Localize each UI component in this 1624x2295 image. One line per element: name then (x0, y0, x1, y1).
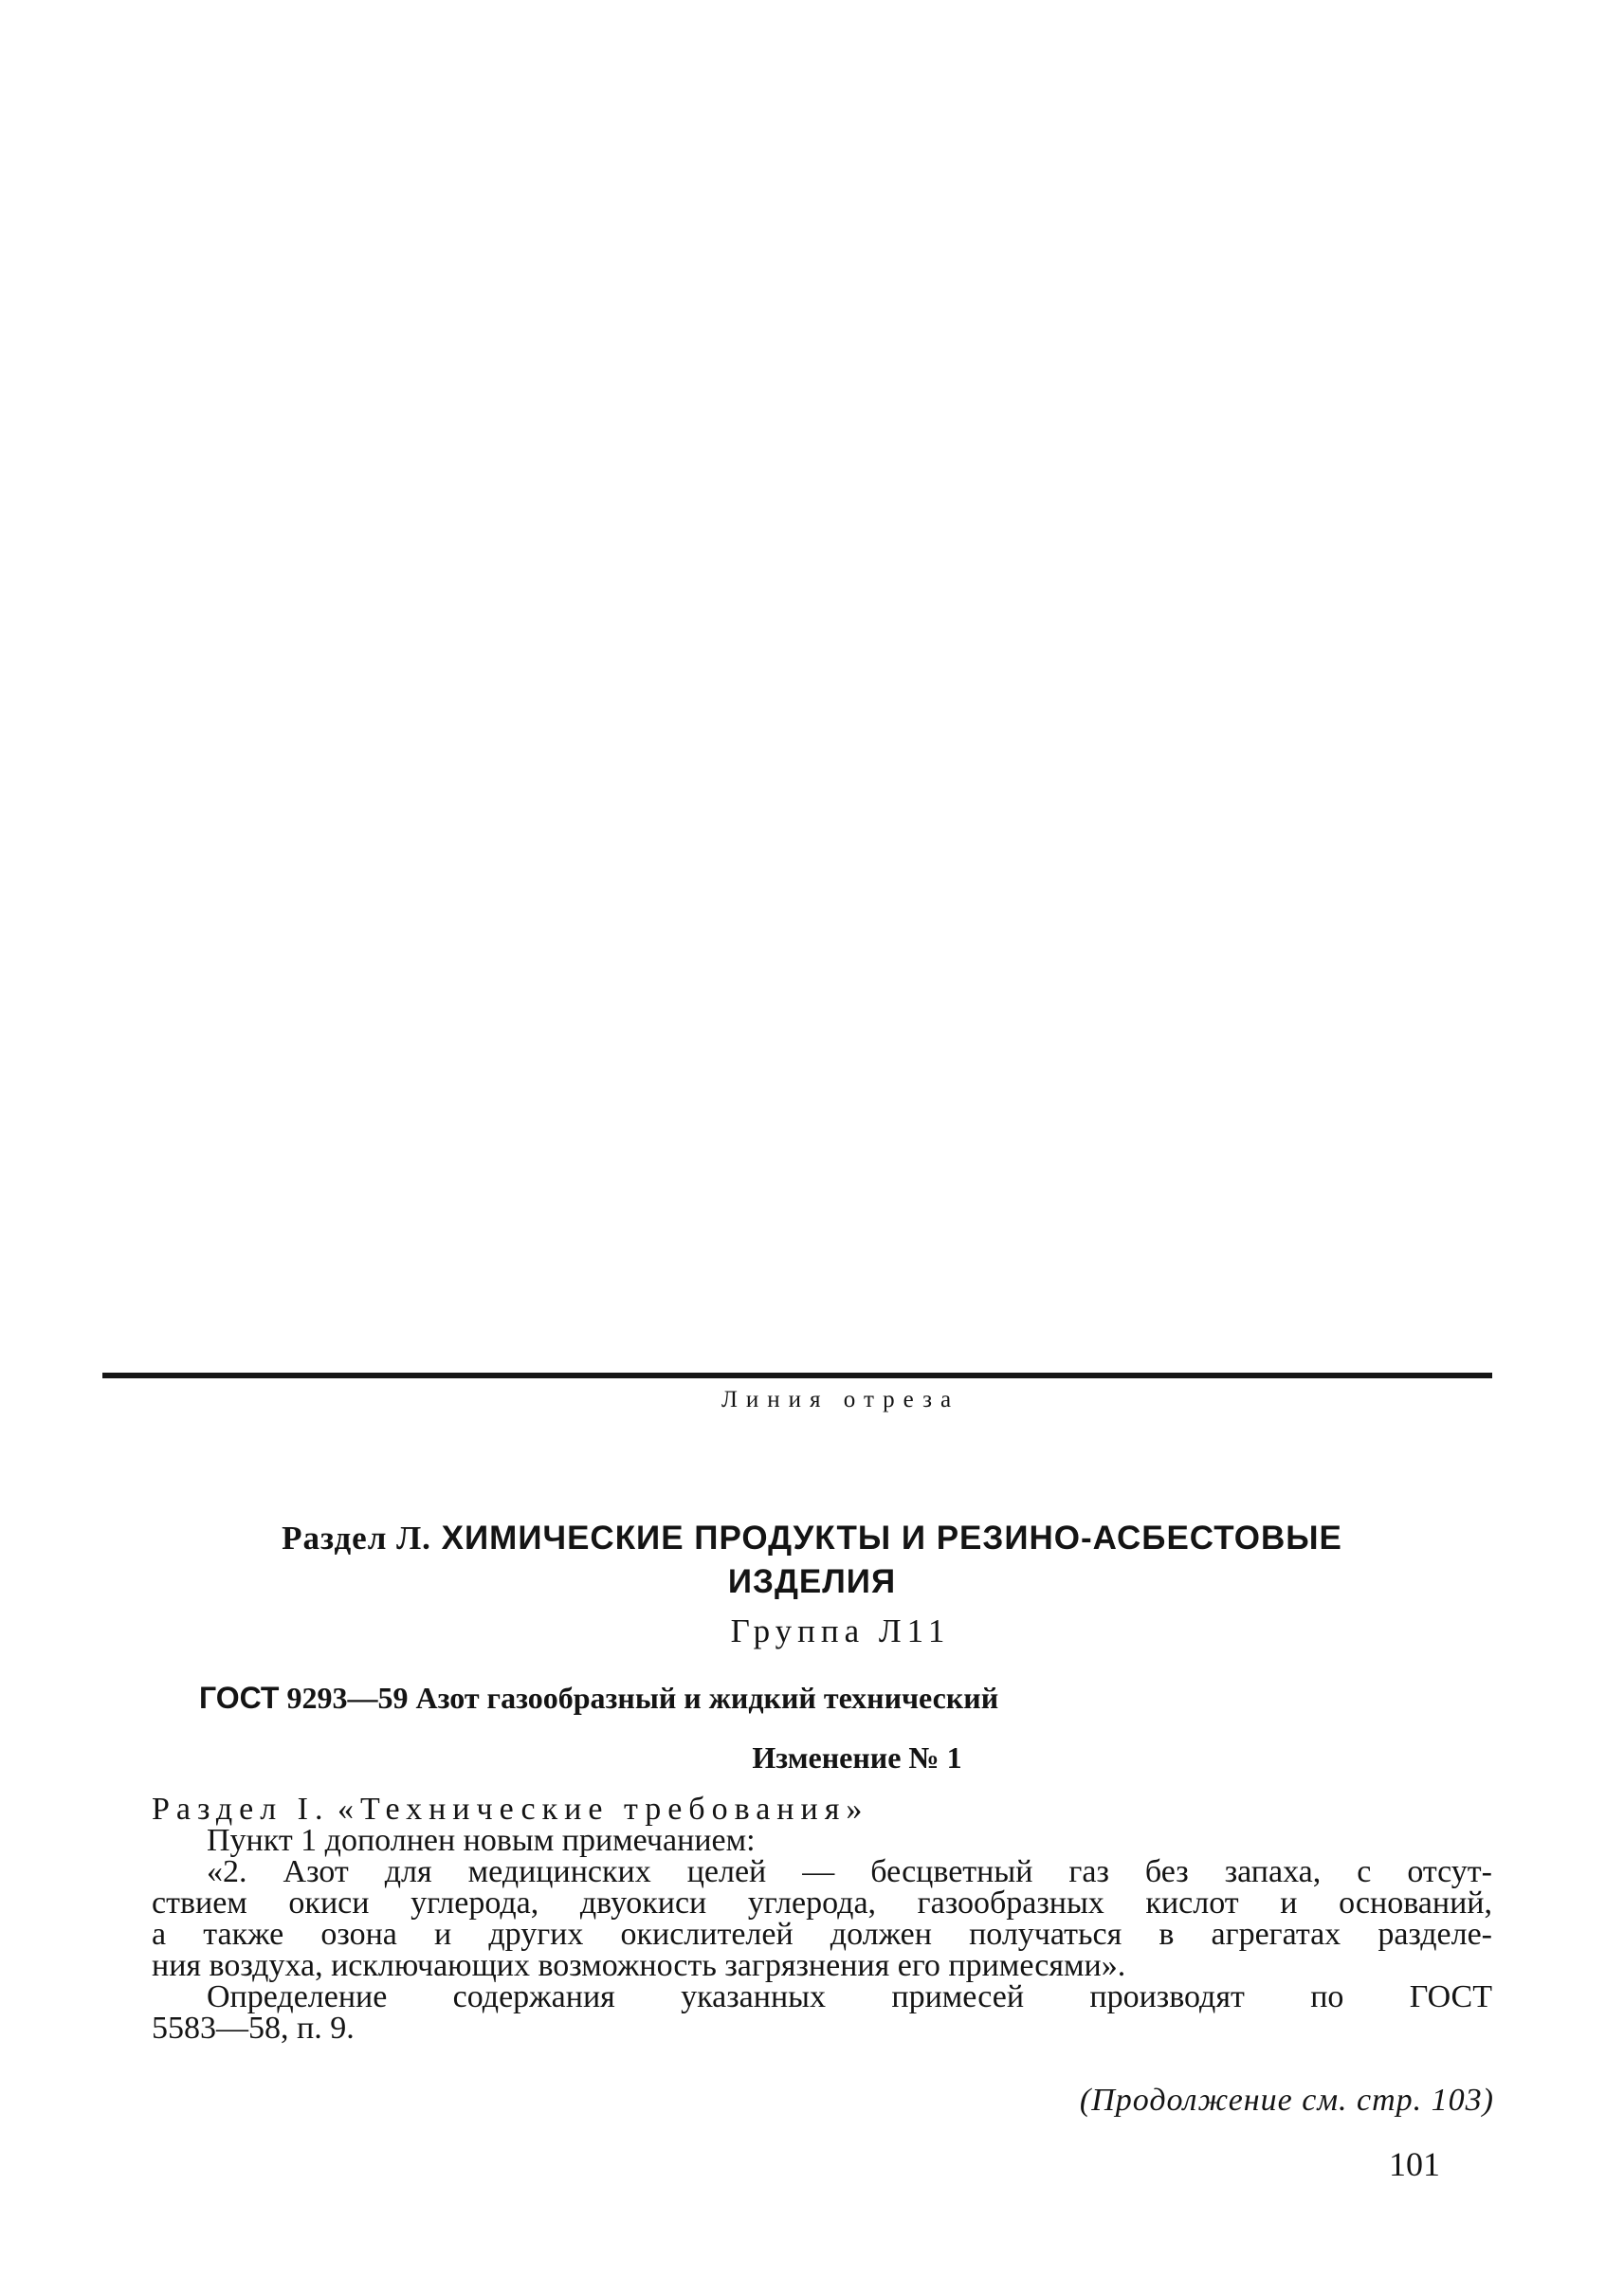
group-label: Группа Л11 (730, 1612, 951, 1649)
definition-line: 5583—58, п. 9. (152, 2011, 355, 2046)
definition-line: Определение содержания указанных примесей производят по ГОСТ (207, 1979, 1492, 2014)
quote-block (152, 1856, 1492, 1887)
section-title-line1: ХИМИЧЕСКИЕ ПРОДУКТЫ И РЕЗИНО-АСБЕСТОВЫЕ (441, 1520, 1342, 1557)
gost-heading (199, 1681, 998, 1716)
definition-block (152, 1981, 1492, 2013)
quote-line: а также озона и других окислителей должен получаться в агрегатах разделе- (152, 1917, 1492, 1952)
continuation-note: (Продолжение см. стр. 103) (1079, 2083, 1494, 2118)
gost-number: ГОСТ (199, 1681, 280, 1715)
part-label: Раздел I. (152, 1792, 330, 1827)
point-intro: Пункт 1 дополнен новым примечанием: (207, 1823, 756, 1858)
part-title: «Технические требования» (338, 1792, 869, 1827)
section-heading (0, 1517, 1624, 1604)
gost-title: Азот газообразный и жидкий технический (415, 1681, 999, 1715)
part-heading (152, 1794, 1492, 1825)
cut-line-rule (102, 1373, 1492, 1378)
gost-code: 9293—59 (286, 1681, 409, 1715)
section-title-line2: ИЗДЕЛИЯ (727, 1563, 897, 1600)
quote-line: «2. Азот для медицинских целей — бесцветный газ без запаха, с отсут- (207, 1854, 1492, 1889)
cut-line-label: Линия отреза (721, 1387, 960, 1412)
quote-line: ствием окиси углерода, двуокиси углерода, газообразных кислот и оснований, (152, 1885, 1492, 1921)
body-text (152, 1794, 1492, 2044)
page-number: 101 (1389, 2145, 1440, 2183)
section-prefix: Раздел Л. (282, 1520, 431, 1557)
quote-line: ния воздуха, исключающих возможность загрязнения его примесями». (152, 1948, 1126, 1983)
change-heading: Изменение № 1 (752, 1740, 962, 1775)
